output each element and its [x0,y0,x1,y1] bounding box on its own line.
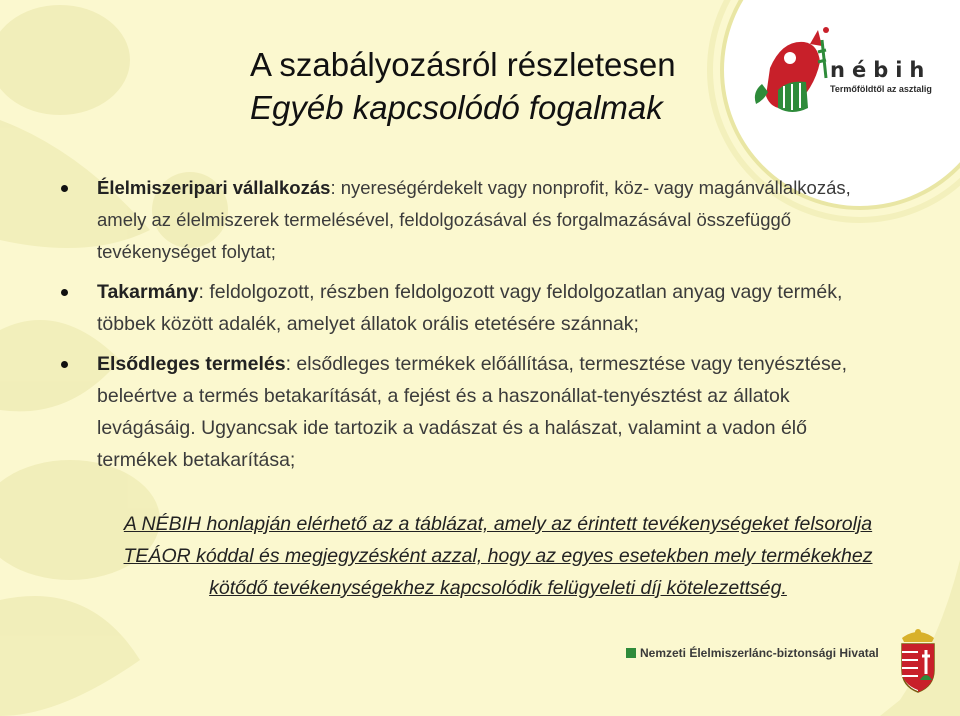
bullet-item [97,276,877,340]
bullet-term: Élelmiszeripari vállalkozás [97,177,331,198]
square-icon [626,648,636,658]
bullet-item [97,172,877,268]
bullet-term: Elsődleges termelés [97,353,286,375]
slide-subtitle: Egyéb kapcsolódó fogalmak [250,89,663,126]
bullet-text: : elsődleges termékek előállítása, termesztése vagy tenyésztése, beleértve a termés betakarítását, a fejést és a haszonállat-tenyésztést az állatok levágásáig. Ugyancsak ide tartozik a vadászat és a halászat, valamint a vadon élő termékek betakarítása; [97,353,848,471]
bullet-item [97,348,877,476]
bullet-text: : feldolgozott, részben feldolgozott vagy feldolgozatlan anyag vagy termék, többek között adalék, amelyet állatok orális etetésére szánnak; [97,281,843,335]
slide-title: A szabályozásról részletesen [250,46,676,83]
coat-of-arms-icon [892,624,944,694]
title-block [250,44,720,130]
bullet-term: Takarmány [97,281,199,303]
bullet-list [97,172,877,478]
footer [622,640,960,680]
bullet-text: : nyereségérdekelt vagy nonprofit, köz- vagy magánvállalkozás, amely az élelmiszerek termelésével, feldolgozásával és forgalmazásával összefüggő tevékenységet folytat; [97,177,851,262]
note-text: A NÉBIH honlapján elérhető az a táblázat, amely az érintett tevékenységeket felsorolja TEÁOR kóddal és megjegyzésként azzal, hogy az egyes esetekben mely termékekhez kötődő tevékenységekhez kapcsolódik felügyeleti díj kötelezettség. [123,513,873,599]
logo-name: nébih [830,58,932,82]
logo-text [830,58,932,94]
logo-tagline: Termőföldtől az asztalig [830,84,932,94]
org-name: Nemzeti Élelmiszerlánc-biztonsági Hivatal [640,646,879,660]
